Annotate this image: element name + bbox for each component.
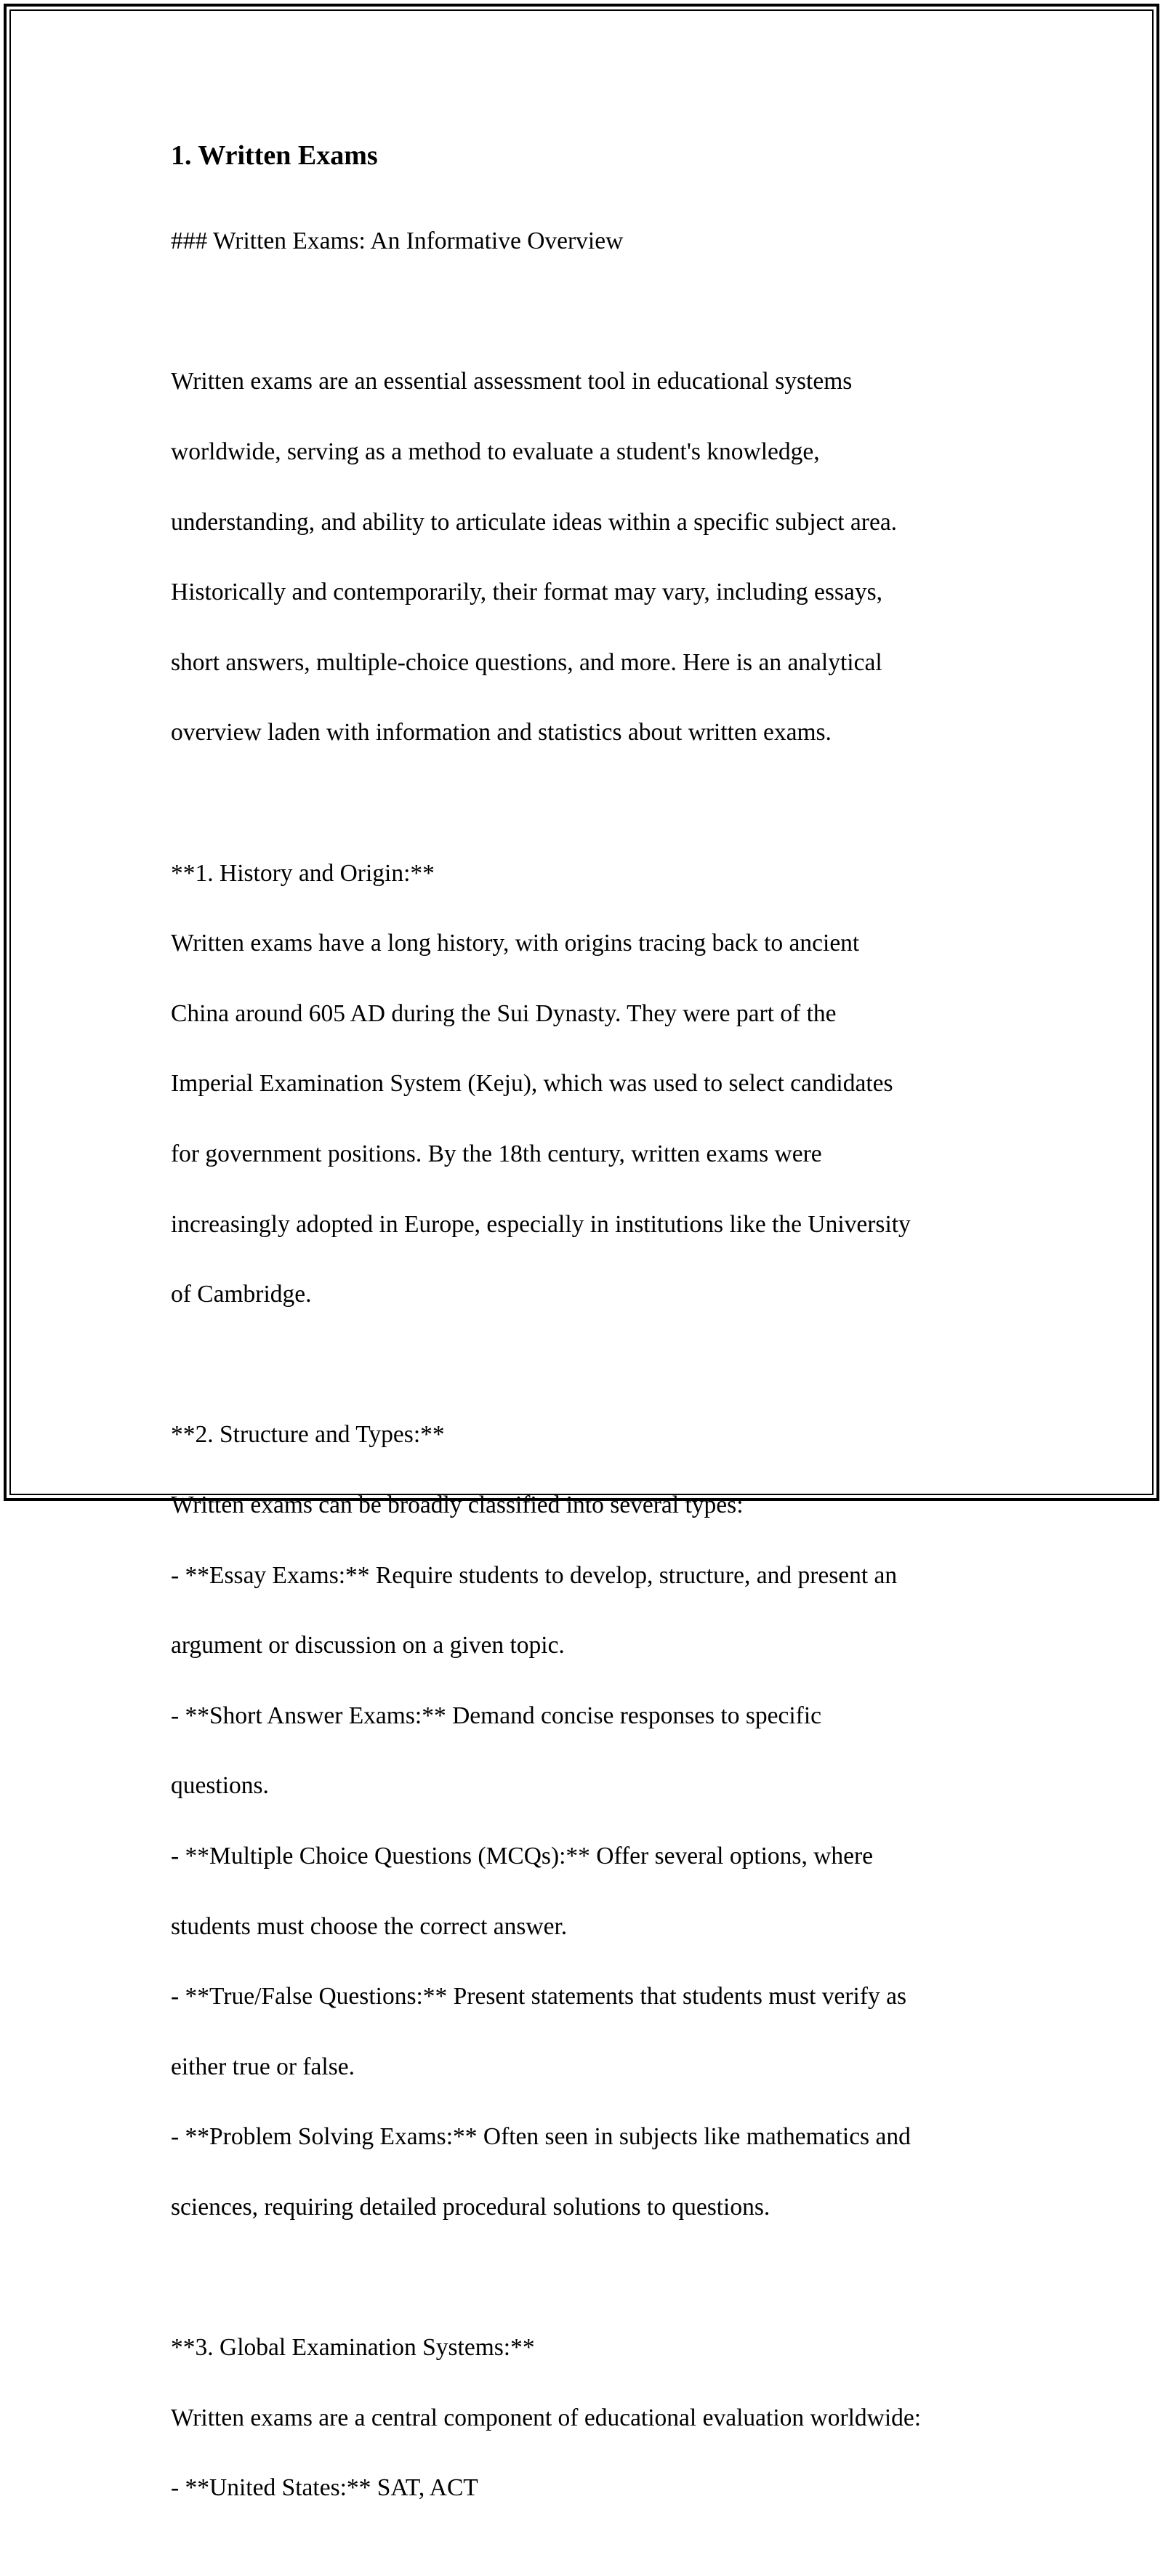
section-line: Written exams have a long history, with origins tracing back to ancient [171,930,860,957]
intro-line: worldwide, serving as a method to evaluate a student's knowledge, [171,438,820,466]
list-item: - **True/False Questions:** Present statements that students must verify as [171,1983,907,2011]
intro-paragraph [171,329,1029,786]
section-line: Written exams can be broadly classified into several types: [171,1491,744,1518]
section-line: for government positions. By the 18th century, written exams were [171,1140,822,1168]
section-structure [171,1382,1029,2260]
section-line: increasingly adopted in Europe, especially in institutions like the University [171,1210,911,1238]
list-item-continuation: questions. [171,1772,269,1800]
section-global-systems [171,2295,1029,2541]
document-heading: 1. Written Exams [171,140,378,171]
section-history [171,821,1029,1347]
section-title: **1. History and Origin:** [171,859,435,887]
list-item: - **Problem Solving Exams:** Often seen in subjects like mathematics and [171,2123,911,2151]
intro-line: overview laden with information and statistics about written exams. [171,719,832,746]
intro-line: Written exams are an essential assessment tool in educational systems [171,368,853,395]
section-line: Imperial Examination System (Keju), which was used to select candidates [171,1070,893,1098]
section-line: of Cambridge. [171,1281,312,1308]
intro-line: short answers, multiple-choice questions, and more. Here is an analytical [171,648,882,676]
document-body [171,137,1029,2576]
list-item: - **Multiple Choice Questions (MCQs):** Offer several options, where [171,1842,874,1869]
list-item: - **United States:** SAT, ACT [171,2474,478,2502]
list-item-continuation: argument or discussion on a given topic. [171,1632,565,1659]
list-item-continuation: sciences, requiring detailed procedural solutions to questions. [171,2193,770,2221]
list-item: - **Essay Exams:** Require students to develop, structure, and present an [171,1561,898,1589]
subheading [171,189,1029,294]
section-line: China around 605 AD during the Sui Dynasty. They were part of the [171,999,837,1027]
section-line: Written exams are a central component of educational evaluation worldwide: [171,2404,922,2431]
subheading-line: ### Written Exams: An Informative Overview [171,228,624,255]
list-item-continuation: either true or false. [171,2053,355,2080]
section-title: **3. Global Examination Systems:** [171,2334,535,2362]
list-item: - **Short Answer Exams:** Demand concise responses to specific [171,1702,821,1729]
intro-line: understanding, and ability to articulate ideas within a specific subject area. [171,508,898,536]
list-item-continuation: students must choose the correct answer. [171,1912,568,1940]
section-title: **2. Structure and Types:** [171,1421,445,1449]
intro-line: Historically and contemporarily, their format may vary, including essays, [171,579,882,606]
